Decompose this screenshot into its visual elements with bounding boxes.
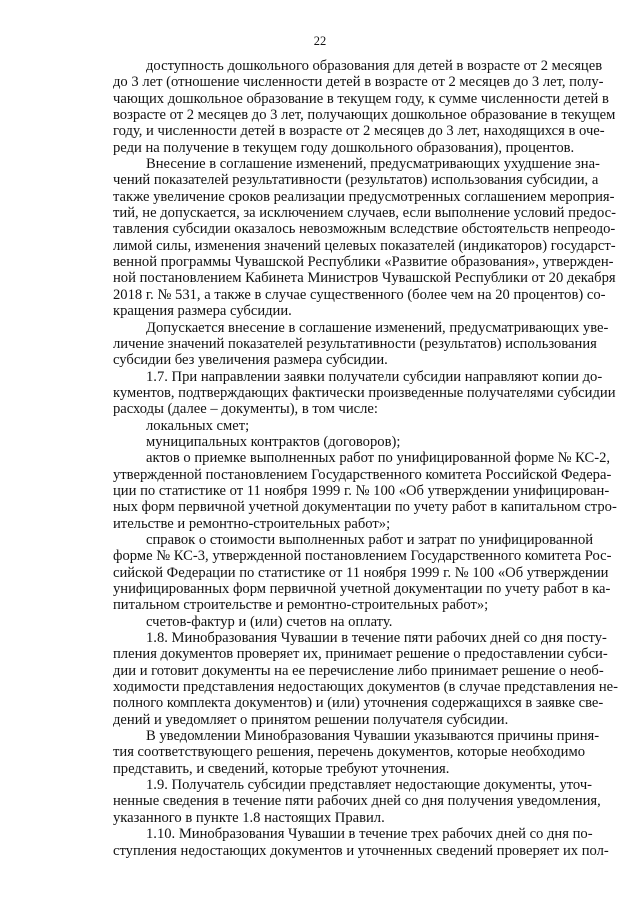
text-line: доступность дошкольного образования для детей в возрасте от 2 месяцев bbox=[146, 58, 603, 74]
text-line: до 3 лет (отношение численности детей в возрасте от 2 месяцев до 3 лет, полу- bbox=[113, 74, 604, 91]
text-line: питальном строительстве и ремонтно-строительных работ»; bbox=[113, 597, 489, 614]
text-line: ции по статистике от 11 ноября 1999 г. № 100 «Об утверждении унифицирован- bbox=[113, 482, 610, 499]
text-line: форме № КС-3, утвержденной постановлением Государственного комитета Рос- bbox=[113, 548, 612, 565]
text-line: ной постановлением Кабинета Министров Чувашской Республики от 20 декабря bbox=[113, 270, 616, 287]
text-line: кращения размера субсидии. bbox=[113, 303, 292, 320]
text-line: 2018 г. № 531, а также в случае существенного (более чем на 20 процентов) со- bbox=[113, 286, 606, 303]
text-line: субсидии без увеличения размера субсидии. bbox=[113, 352, 388, 369]
text-line: справок о стоимости выполненных работ и затрат по унифицированной bbox=[146, 531, 594, 548]
text-line: 1.9. Получатель субсидии представляет недостающие документы, уточ- bbox=[146, 777, 593, 794]
text-line: Внесение в соглашение изменений, предусматривающих ухудшение зна- bbox=[146, 156, 600, 173]
document-body bbox=[113, 58, 618, 859]
text-line: счетов-фактур и (или) счетов на оплату. bbox=[146, 613, 393, 630]
text-line: пления документов проверяет их, принимает решение о предоставлении субси- bbox=[113, 646, 608, 663]
text-line: ненные сведения в течение пяти рабочих дней со дня получения уведомления, bbox=[113, 793, 601, 810]
text-line: тий, не допускается, за исключением случаев, если выполнение условий предос- bbox=[113, 205, 616, 222]
text-line: В уведомлении Минобразования Чувашии указываются причины приня- bbox=[146, 728, 600, 745]
text-line: чающих дошкольное образование в текущем году, к сумме численности детей в bbox=[113, 90, 609, 107]
text-line: тия соответствующего решения, перечень документов, которые необходимо bbox=[113, 744, 586, 761]
text-line: возрасте от 2 месяцев до 3 лет, получающих дошкольное образование в текущем bbox=[113, 107, 616, 124]
text-line: сийской Федерации по статистике от 11 ноября 1999 г. № 100 «Об утверждении bbox=[113, 564, 609, 581]
text-line: личение значений показателей результативности (результатов) использования bbox=[113, 335, 597, 352]
text-line: лимой силы, изменения значений целевых показателей (индикаторов) государст- bbox=[113, 237, 616, 254]
text-line: ительстве и ремонтно-строительных работ»; bbox=[113, 515, 391, 532]
text-line: кументов, подтверждающих фактически произведенные получателями субсидии bbox=[113, 384, 616, 401]
text-line: утвержденной постановлением Государственного комитета Российской Федера- bbox=[113, 466, 612, 483]
text-line: локальных смет; bbox=[146, 417, 250, 434]
text-line: также увеличение сроков реализации предусмотренных соглашением мероприя- bbox=[113, 188, 615, 205]
text-line: 1.7. При направлении заявки получатели субсидии направляют копии до- bbox=[146, 368, 603, 385]
text-line: ступления недостающих документов и уточненных сведений проверяет их пол- bbox=[113, 842, 609, 859]
text-line: полного комплекта документов) и (или) уточнения содержащихся в заявке све- bbox=[113, 695, 604, 712]
text-line: муниципальных контрактов (договоров); bbox=[146, 433, 401, 450]
text-line: 1.8. Минобразования Чувашии в течение пяти рабочих дней со дня посту- bbox=[146, 630, 607, 647]
text-line: актов о приемке выполненных работ по унифицированной форме № КС-2, bbox=[146, 450, 611, 467]
text-line: реди на получение в текущем году дошкольного образования), процентов. bbox=[113, 139, 575, 156]
text-line: представить, и сведений, которые требуют уточнения. bbox=[113, 760, 450, 777]
text-line: году, и численности детей в возрасте от 2 месяцев до 3 лет, находящихся в оче- bbox=[113, 123, 605, 140]
text-line: ходимости представления недостающих документов (в случае представления не- bbox=[113, 679, 618, 696]
text-line: унифицированных форм первичной учетной документации по учету работ в ка- bbox=[113, 581, 611, 597]
text-line: указанного в пункте 1.8 настоящих Правил. bbox=[113, 809, 385, 826]
text-line: чений показателей результативности (результатов) использования субсидии, а bbox=[113, 172, 599, 189]
text-line: дений и уведомляет о принятом решении получателя субсидии. bbox=[113, 711, 509, 728]
text-line: ных форм первичной учетной документации по учету работ в капитальном стро- bbox=[113, 499, 617, 516]
text-line: 1.10. Минобразования Чувашии в течение трех рабочих дней со дня по- bbox=[146, 826, 593, 843]
text-line: тавления субсидии оказалось невозможным вследствие обстоятельств непреодо- bbox=[113, 221, 616, 238]
text-line: Допускается внесение в соглашение изменений, предусматривающих уве- bbox=[146, 319, 609, 336]
text-line: расходы (далее – документы), в том числе: bbox=[113, 401, 378, 418]
text-line: венной программы Чувашской Республики «Развитие образования», утвержден- bbox=[113, 254, 614, 271]
page-number: 22 bbox=[313, 34, 327, 48]
text-line: дии и готовит документы на ее перечисление либо принимает решение о необ- bbox=[113, 662, 604, 679]
